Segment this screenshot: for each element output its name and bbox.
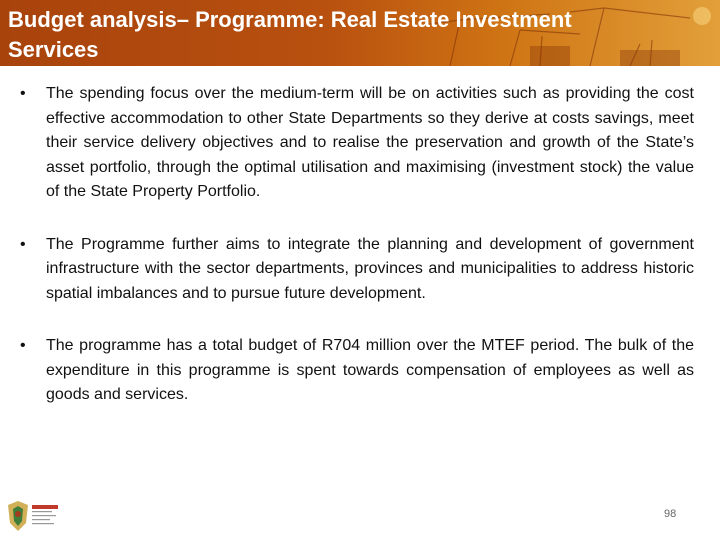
bullet-text: The spending focus over the medium-term will be on activities such as providing the cost effective accommodation to other State Departments so they derive at costs savings, meet their service delivery objectives and to realise the preservation and growth of the State’s asset portfolio, through the optimal utilisation and maximising (investment stock) the value of the State Property Portfolio. bbox=[46, 85, 694, 200]
bullet-symbol: • bbox=[20, 235, 26, 253]
bullet-item bbox=[20, 233, 694, 307]
bullet-item bbox=[20, 334, 694, 408]
bullet-symbol: • bbox=[20, 85, 26, 102]
slide-header bbox=[0, 0, 720, 66]
coat-of-arms-icon bbox=[4, 497, 84, 537]
page-title: Budget analysis– Programme: Real Estate Investment Services bbox=[8, 7, 572, 62]
bullet-list bbox=[20, 82, 694, 408]
bullet-text: The programme has a total budget of R704 million over the MTEF period. The bulk of the expenditure in this programme is spent towards compensation of employees as well as goods and services. bbox=[46, 337, 694, 403]
bullet-text: The Programme further aims to integrate the planning and development of government infrastructure with the sector departments, provinces and municipalities to address historic spatial imbalances and to pursue future development. bbox=[46, 235, 694, 302]
bullet-item bbox=[20, 82, 694, 205]
page-number: 98 bbox=[664, 508, 677, 520]
bullet-symbol: • bbox=[20, 337, 26, 354]
